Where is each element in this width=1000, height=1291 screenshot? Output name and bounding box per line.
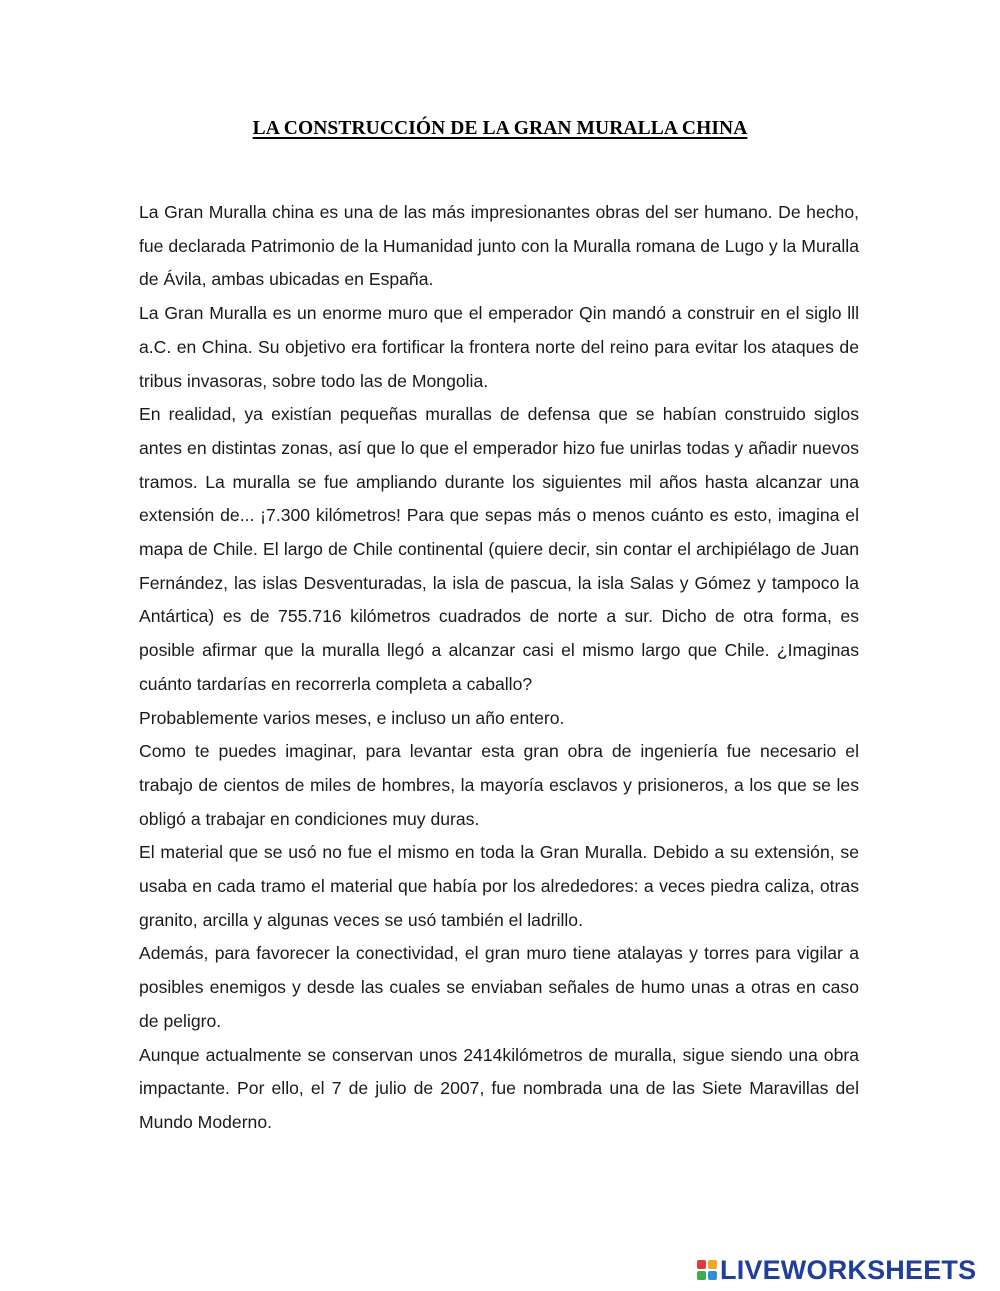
logo-square-blue <box>708 1271 717 1280</box>
logo-square-green <box>697 1271 706 1280</box>
document-body <box>139 196 859 1140</box>
liveworksheets-logo-icon <box>697 1260 717 1280</box>
paragraph: Además, para favorecer la conectividad, el gran muro tiene atalayas y torres para vigilar a posibles enemigos y desde las cuales se enviaban señales de humo unas a otras en caso de peligro. <box>139 943 859 1031</box>
paragraph: La Gran Muralla es un enorme muro que el emperador Qin mandó a construir en el siglo lll a.C. en China. Su objetivo era fortificar la frontera norte del reino para evitar los ataques de tribus invasoras, sobre todo las de Mongolia. <box>139 303 859 391</box>
document-title <box>0 118 1000 140</box>
watermark-text: LIVEWORKSHEETS <box>720 1254 977 1285</box>
paragraph: La Gran Muralla china es una de las más impresionantes obras del ser humano. De hecho, fue declarada Patrimonio de la Humanidad junto con la Muralla romana de Lugo y la Muralla de Ávila, ambas ubicadas en España. <box>139 202 859 290</box>
paragraph: El material que se usó no fue el mismo en toda la Gran Muralla. Debido a su extensión, se usaba en cada tramo el material que había por los alrededores: a veces piedra caliza, otras granito, arcilla y algunas veces se usó también el ladrillo. <box>139 842 859 930</box>
liveworksheets-watermark <box>697 1254 976 1286</box>
logo-square-red <box>697 1260 706 1269</box>
paragraph: Como te puedes imaginar, para levantar esta gran obra de ingeniería fue necesario el trabajo de cientos de miles de hombres, la mayoría esclavos y prisioneros, a los que se les obligó a trabajar en condiciones muy duras. <box>139 741 859 829</box>
logo-square-orange <box>708 1260 717 1269</box>
paragraph: Aunque actualmente se conservan unos 2414kilómetros de muralla, sigue siendo una obra impactante. Por ello, el 7 de julio de 2007, fue nombrada una de las Siete Maravillas del Mundo Moderno. <box>139 1044 859 1132</box>
document-title-text: LA CONSTRUCCIÓN DE LA GRAN MURALLA CHINA <box>252 118 748 139</box>
paragraph: Probablemente varios meses, e incluso un año entero. <box>139 707 565 728</box>
paragraph: En realidad, ya existían pequeñas murallas de defensa que se habían construido siglos antes en distintas zonas, así que lo que el emperador hizo fue unirlas todas y añadir nuevos tramos. La muralla se fue ampliando durante los siguientes mil años hasta alcanzar una extensión de... ¡7.300 kilómetros! Para que sepas más o menos cuánto es esto, imagina el mapa de Chile. El largo de Chile continental (quiere decir, sin contar el archipiélago de Juan Fernández, las islas Desventuradas, la isla de pascua, la isla Salas y Gómez y tampoco la Antártica) es de 755.716 kilómetros cuadrados de norte a sur. Dicho de otra forma, es posible afirmar que la muralla llegó a alcanzar casi el mismo largo que Chile. ¿Imaginas cuánto tardarías en recorrerla completa a caballo? <box>139 404 859 694</box>
